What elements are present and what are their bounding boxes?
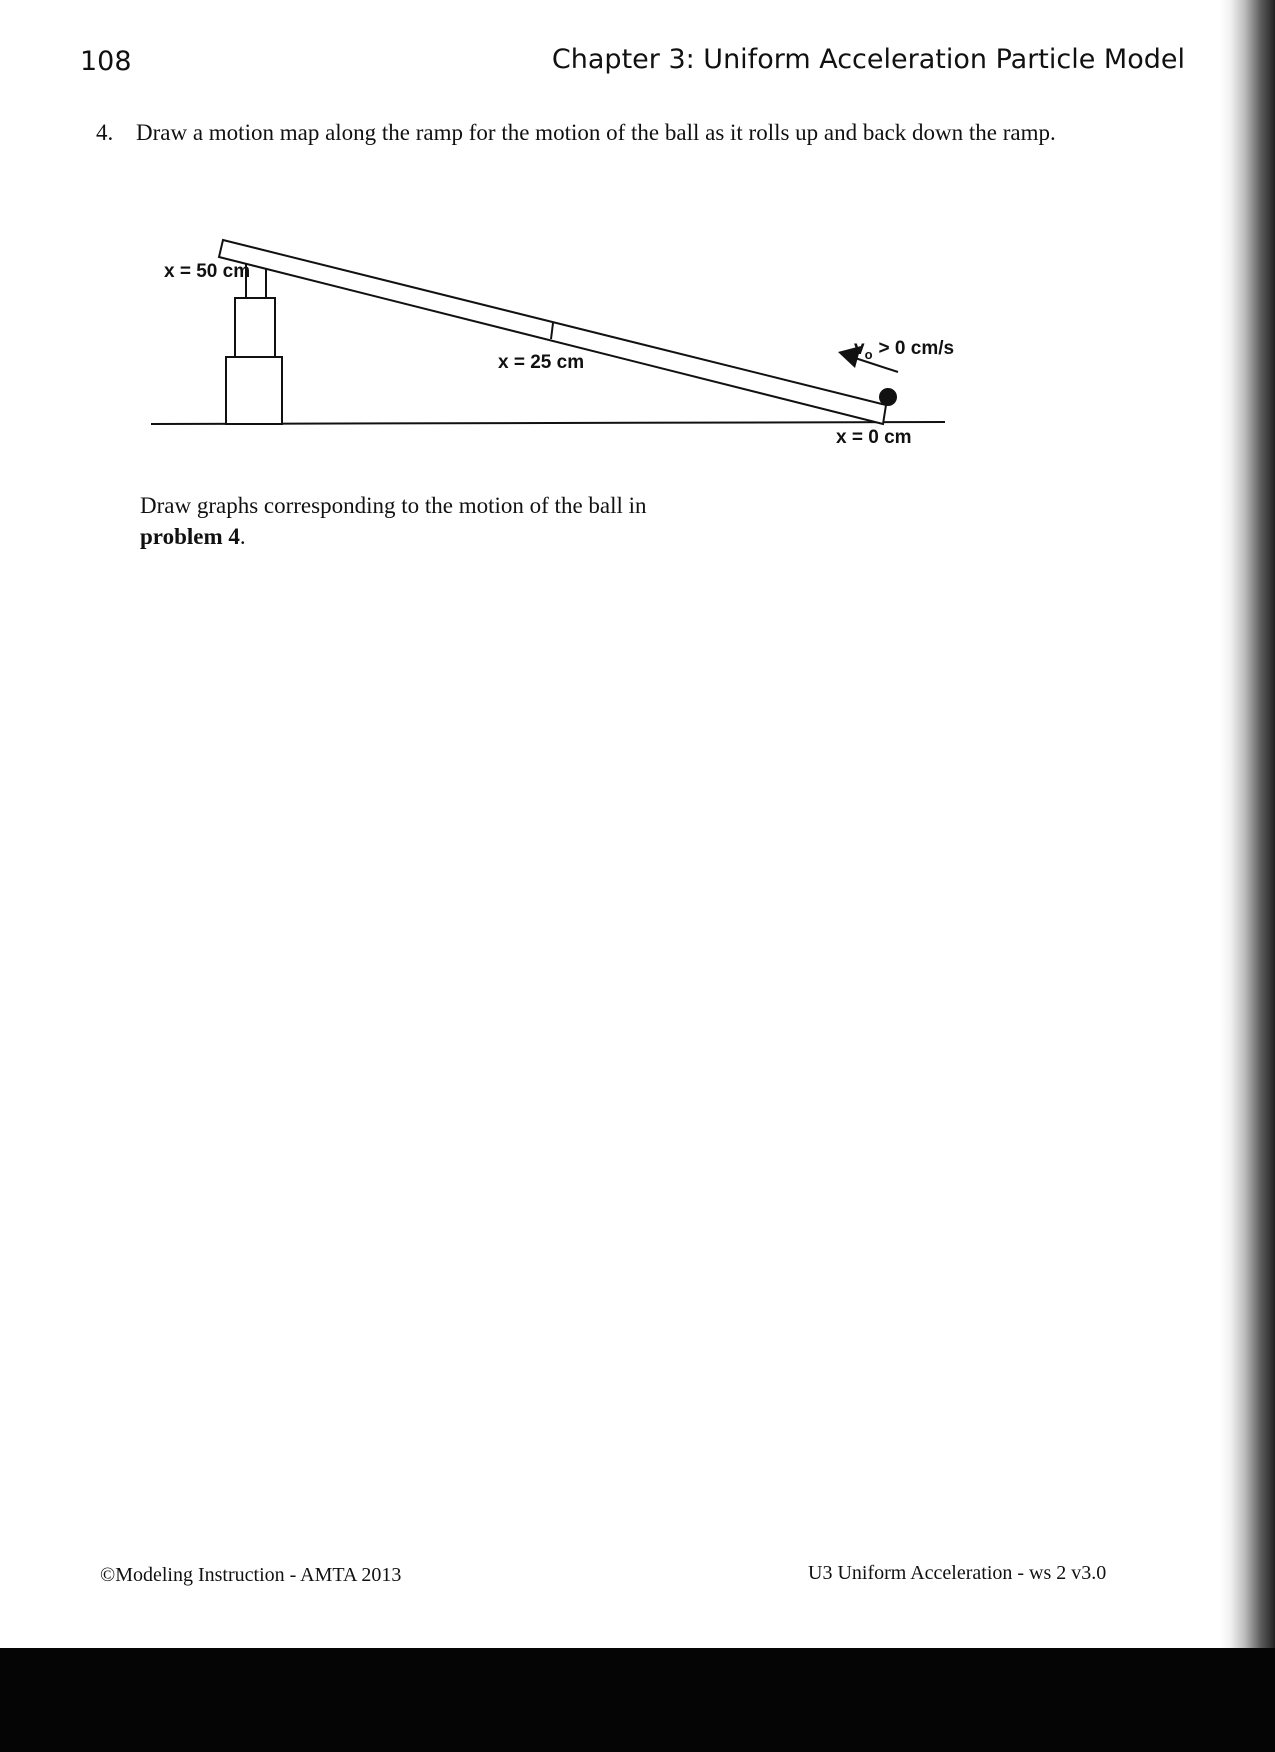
velocity-symbol: v xyxy=(854,338,865,359)
footer-copyright: ©Modeling Instruction - AMTA 2013 xyxy=(100,1564,402,1586)
support-block-middle xyxy=(235,298,275,357)
support-block-bottom xyxy=(226,357,282,424)
problem-text: Draw a motion map along the ramp for the motion of the ball as it rolls up and back down the ramp. xyxy=(136,120,1056,145)
instruction-text: Draw graphs corresponding to the motion of the ball in xyxy=(140,493,647,518)
velocity-condition: > 0 cm/s xyxy=(878,338,955,359)
scan-background xyxy=(0,1648,1275,1752)
graph-instruction xyxy=(140,490,660,552)
velocity-arrow-shaft xyxy=(852,357,898,372)
velocity-label xyxy=(854,338,954,362)
chapter-title: Chapter 3: Uniform Acceleration Particle Model xyxy=(551,44,1185,75)
label-x-0: x = 0 cm xyxy=(836,427,912,448)
footer-worksheet-id: U3 Uniform Acceleration - ws 2 v3.0 xyxy=(808,1562,1107,1584)
velocity-subscript: o xyxy=(864,347,873,362)
instruction-end: . xyxy=(239,524,246,549)
label-x-25: x = 25 cm xyxy=(498,352,585,373)
label-x-50: x = 50 cm xyxy=(164,261,251,282)
problem-number: 4. xyxy=(96,120,114,145)
instruction-emphasis: problem 4 xyxy=(140,524,240,549)
ball xyxy=(879,388,897,406)
ramp-diagram xyxy=(0,0,1275,480)
page-number: 108 xyxy=(80,46,132,77)
